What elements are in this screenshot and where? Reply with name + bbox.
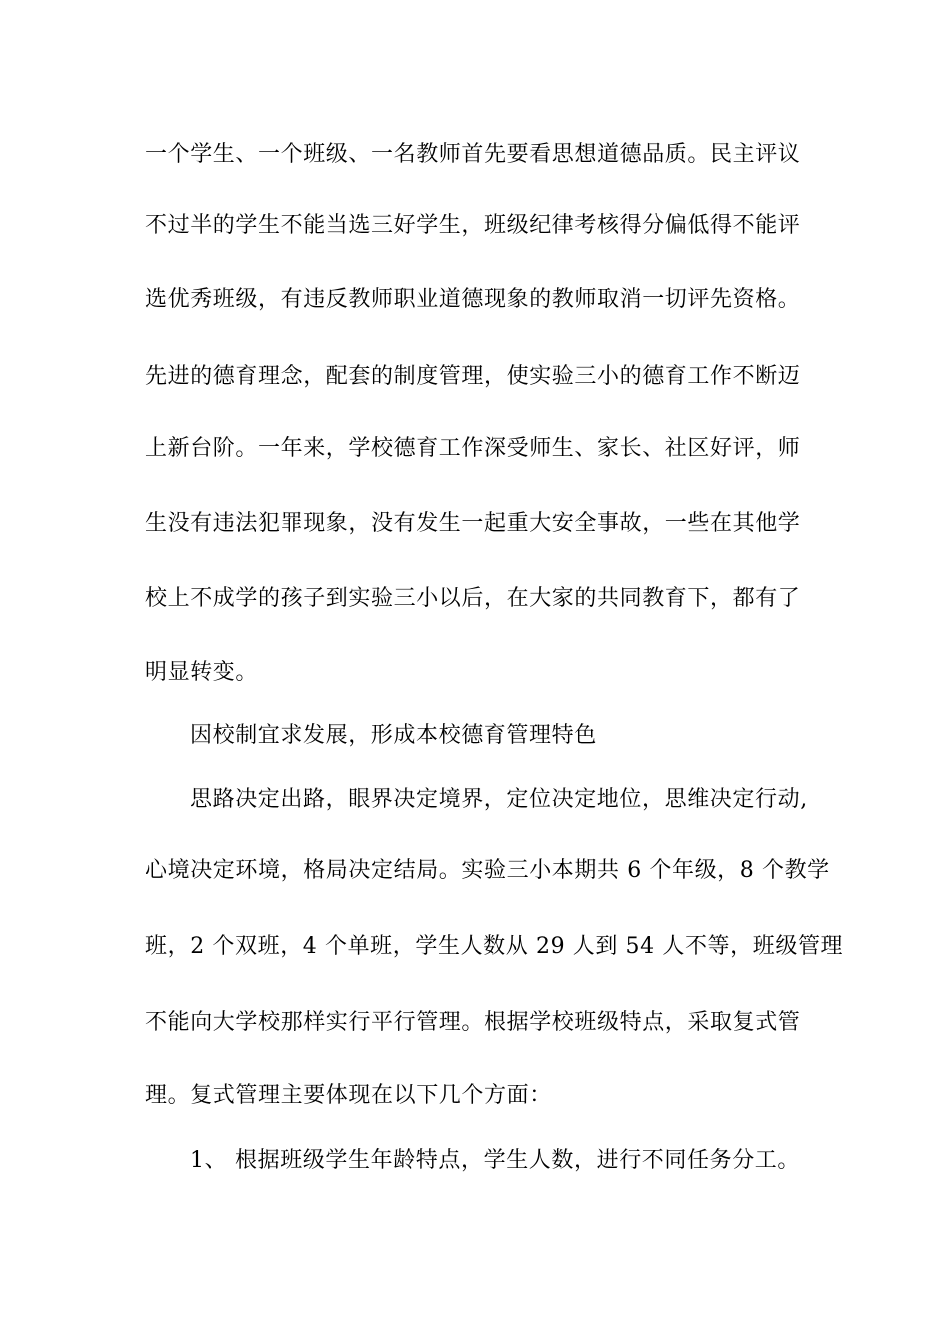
list-item-1	[190, 1146, 860, 1176]
paragraph-2-line-5: 理。复式管理主要体现在以下几个方面：	[145, 1083, 552, 1108]
paragraph-1-line-8: 明显转变。	[145, 660, 259, 685]
paragraph-1-line-5: 上新台阶。一年来，学校德育工作深受师生、家长、社区好评，师	[145, 436, 801, 461]
paragraph-1-line-2: 不过半的学生不能当选三好学生，班级纪律考核得分偏低得不能评	[145, 213, 801, 238]
list-item-text: 根据班级学生年龄特点，学生人数，进行不同任务分工。	[235, 1148, 801, 1173]
paragraph-1-line-1: 一个学生、一个班级、一名教师首先要看思想道德品质。民主评议	[145, 142, 801, 167]
paragraph-1-line-6: 生没有违法犯罪现象，没有发生一起重大安全事故，一些在其他学	[145, 511, 801, 536]
paragraph-1-line-7: 校上不成学的孩子到实验三小以后，在大家的共同教育下，都有了	[145, 586, 801, 611]
paragraph-1-line-3: 选优秀班级，有违反教师职业道德现象的教师取消一切评先资格。	[145, 287, 801, 312]
section-heading: 因校制宜求发展，形成本校德育管理特色	[190, 723, 597, 748]
paragraph-1-line-4: 先进的德育理念，配套的制度管理，使实验三小的德育工作不断迈	[145, 364, 801, 389]
paragraph-2-line-2: 心境决定环境，格局决定结局。实验三小本期共 6 个年级，8 个教学	[145, 858, 830, 883]
paragraph-2-line-3: 班，2 个双班，4 个单班，学生人数从 29 人到 54 人不等，班级管理	[145, 934, 844, 959]
paragraph-2-line-4: 不能向大学校那样实行平行管理。根据学校班级特点，采取复式管	[145, 1010, 801, 1035]
list-item-number: 1、	[190, 1148, 228, 1173]
paragraph-2-line-1: 思路决定出路，眼界决定境界，定位决定地位，思维决定行动,	[190, 787, 808, 812]
